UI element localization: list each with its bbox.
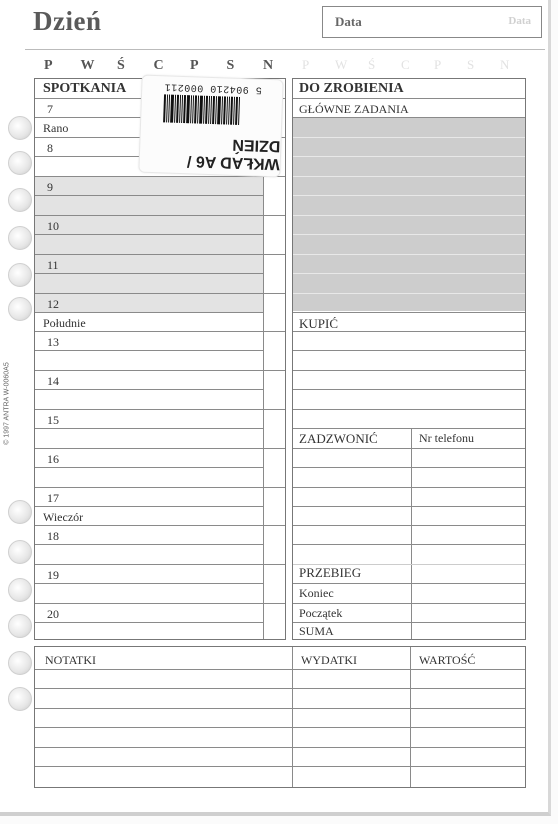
do-zrobienia-title: DO ZROBIENIA [299,81,404,96]
ring-hole [8,651,32,675]
ring-hole [8,116,32,140]
poczatek-label: Początek [299,606,343,620]
hour-11: 11 [47,258,59,272]
ring-hole [8,297,32,321]
wartosc-label: WARTOŚĆ [419,653,476,667]
ring-hole [8,151,32,175]
ring-hole [8,614,32,638]
label-wieczor: Wieczór [43,510,84,524]
header-divider [25,49,545,50]
page-title: Dzień [33,6,102,36]
label-rano: Rano [43,121,69,135]
hour-20: 20 [47,607,59,621]
phone-col-divider [411,428,412,639]
ring-hole [8,687,32,711]
spotkania-col-divider [263,99,264,639]
ring-holes [8,0,32,824]
suma-label: SUMA [299,624,334,638]
date-field[interactable] [322,6,542,38]
hour-12: 12 [47,297,59,311]
kupic-label: KUPIĆ [299,316,339,331]
glowne-zadania-label: GŁÓWNE ZADANIA [299,102,409,116]
hour-14: 14 [47,374,59,388]
date-ghost-text: Data [508,15,531,27]
spotkania-title: SPOTKANIA [43,81,127,96]
hour-8: 8 [47,141,53,155]
ring-hole [8,500,32,524]
nr-telefonu-label: Nr telefonu [419,431,474,445]
hour-15: 15 [47,413,59,427]
weekday-row [44,58,296,74]
notatki-label: NOTATKI [45,653,97,667]
weekday-tue[interactable]: W [80,58,95,73]
ring-hole [8,578,32,602]
hour-9: 9 [47,180,53,194]
ring-hole [8,263,32,287]
weekday-ghost-row: P W Ś C P S N [302,57,510,72]
weekday-wed[interactable]: Ś [117,58,125,73]
do-zrobienia-table [292,78,526,640]
hour-10: 10 [47,219,59,233]
hour-13: 13 [47,335,59,349]
date-label: Data [335,14,362,29]
przebieg-label: PRZEBIEG [299,565,362,580]
label-poludnie: Południe [43,316,86,330]
ring-hole [8,226,32,250]
weekday-mon[interactable]: P [44,58,53,73]
copyright-side-print: © 1997 ANTRA W-0060A5 [3,362,11,445]
sticker-label: WKŁAD A6 / DZIEŃ [186,135,281,173]
wydatki-label: WYDATKI [301,653,357,667]
notes-table [34,646,526,788]
hour-7: 7 [47,102,53,116]
hour-18: 18 [47,529,59,543]
koniec-label: Koniec [299,586,334,600]
weekday-sun[interactable]: N [263,58,274,73]
ring-hole [8,540,32,564]
ring-hole [8,188,32,212]
weekday-sat[interactable]: S [226,58,235,73]
zadzwonic-label: ZADZWONIĆ [299,431,378,446]
hour-16: 16 [47,452,59,466]
barcode-sticker [138,75,283,178]
weekday-fri[interactable]: P [190,58,199,73]
barcode-icon [163,94,264,125]
weekday-thu[interactable]: C [153,58,164,73]
barcode-number: 5 904210 000211 [164,80,263,95]
hour-17: 17 [47,491,59,505]
hour-19: 19 [47,568,59,582]
